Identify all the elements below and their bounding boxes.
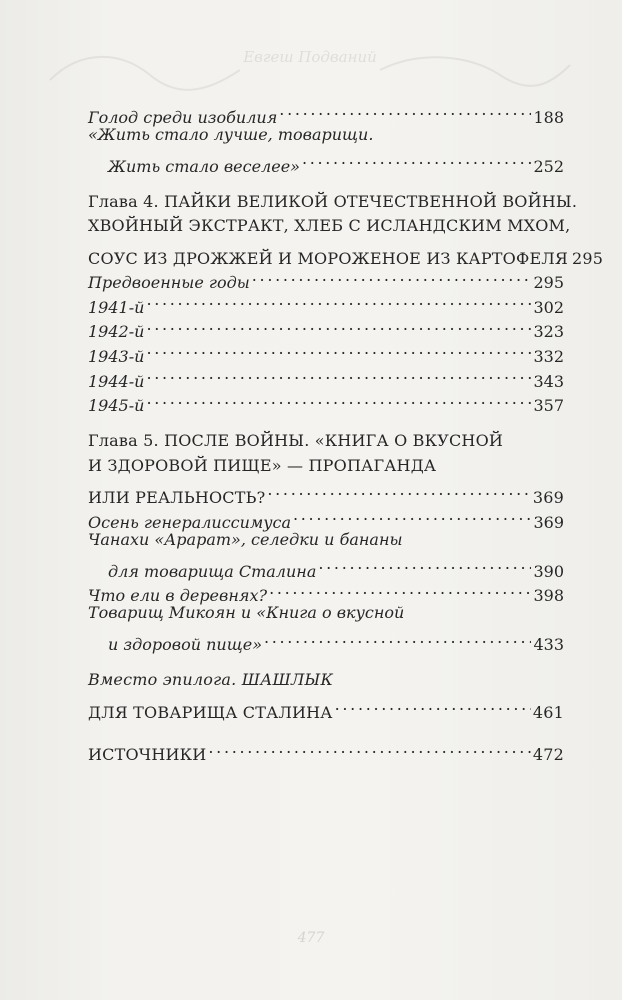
toc-page-number: 188 [533, 107, 564, 127]
leader-dots [293, 503, 531, 528]
toc-entry[interactable] [88, 123, 564, 148]
toc-entry-title: для товарища Сталина [108, 561, 317, 581]
chapter-heading[interactable] [88, 736, 564, 765]
toc-page-number: 461 [532, 702, 564, 722]
bleed-through-page-number: 477 [297, 930, 325, 946]
toc-entry[interactable] [88, 362, 564, 391]
chapter-title: СОУС ИЗ ДРОЖЖЕЙ И МОРОЖЕНОЕ ИЗ КАРТОФЕЛЯ [88, 248, 569, 268]
chapter-heading[interactable] [88, 693, 564, 722]
toc-page-number: 472 [532, 745, 564, 765]
toc-entry-title: и здоровой пище» [108, 635, 262, 655]
leader-dots [146, 313, 531, 338]
toc-entry-title: Голод среди изобилия [88, 107, 278, 127]
toc-entry[interactable] [88, 387, 564, 416]
leader-dots [146, 288, 531, 313]
chapter-title: Глава 4. ПАЙКИ ВЕЛИКОЙ ОТЕЧЕСТВЕННОЙ ВОЙНЫ. [88, 191, 578, 211]
leader-dots [146, 387, 531, 412]
toc-page-number: 369 [532, 487, 564, 507]
chapter-heading[interactable] [88, 668, 564, 693]
chapter-heading[interactable] [88, 454, 564, 479]
chapter-title: ИЛИ РЕАЛЬНОСТЬ? [88, 487, 266, 507]
leader-dots [146, 362, 531, 387]
table-of-contents [88, 98, 604, 765]
toc-page-number: 357 [533, 396, 564, 416]
toc-entry[interactable] [88, 601, 564, 626]
toc-page-number: 295 [572, 248, 604, 268]
leader-dots [146, 337, 531, 362]
leader-dots [302, 147, 532, 172]
toc-page-number: 398 [533, 586, 564, 606]
toc-entry-title: Товарищ Микоян и «Книга о вкусной [88, 603, 405, 623]
toc-entry-title: Чанахи «Арарат», селедки и бананы [88, 529, 403, 549]
toc-entry[interactable] [88, 337, 564, 366]
toc-entry[interactable] [88, 313, 564, 342]
toc-page-number: 295 [533, 273, 564, 293]
leader-dots [267, 478, 530, 503]
toc-page-number: 323 [533, 322, 564, 342]
leader-dots [279, 98, 531, 123]
chapter-heading[interactable] [88, 214, 571, 239]
chapter-title: ХВОЙНЫЙ ЭКСТРАКТ, ХЛЕБ С ИСЛАНДСКИМ МХОМ, [88, 216, 571, 236]
toc-page-number: 302 [533, 297, 564, 317]
toc-entry[interactable] [88, 626, 564, 655]
toc-entry-title: 1942-й [88, 322, 145, 342]
toc-entry[interactable] [88, 98, 564, 127]
toc-entry-title: Предвоенные годы [88, 273, 250, 293]
leader-dots [318, 552, 531, 577]
toc-entry-title: 1945-й [88, 396, 145, 416]
leader-dots [335, 693, 531, 718]
toc-entry-title: Осень генералиссимуса [88, 512, 291, 532]
chapter-title: Вместо эпилога. ШАШЛЫК [88, 670, 334, 690]
toc-entry[interactable] [88, 288, 564, 317]
toc-page-number: 433 [533, 635, 564, 655]
leader-dots [252, 264, 532, 289]
chapter-heading[interactable] [88, 478, 564, 507]
toc-page-number: 390 [533, 561, 564, 581]
toc-entry-title: 1944-й [88, 371, 145, 391]
toc-page-number: 343 [533, 371, 564, 391]
toc-entry-title: Жить стало веселее» [108, 156, 300, 176]
leader-dots [269, 577, 531, 602]
toc-page-number: 252 [533, 156, 564, 176]
bleed-through-header: Евгеш Подваний [243, 48, 377, 66]
toc-entry-title: Что ели в деревнях? [88, 586, 268, 606]
toc-entry-title: 1941-й [88, 297, 145, 317]
chapter-title: ДЛЯ ТОВАРИЩА СТАЛИНА [88, 702, 333, 722]
toc-entry-title: 1943-й [88, 346, 145, 366]
ornament-swirl-icon [40, 40, 580, 100]
chapter-heading[interactable] [88, 239, 604, 268]
leader-dots [264, 626, 531, 651]
leader-dots [208, 736, 530, 761]
toc-page-number: 369 [533, 512, 564, 532]
toc-entry[interactable] [88, 552, 564, 581]
chapter-title: Глава 5. ПОСЛЕ ВОЙНЫ. «КНИГА О ВКУСНОЙ [88, 431, 504, 451]
toc-entry-title: «Жить стало лучше, товарищи. [88, 124, 374, 144]
toc-entry[interactable] [88, 147, 564, 176]
chapter-heading[interactable] [88, 190, 578, 215]
toc-entry[interactable] [88, 528, 564, 553]
chapter-title: И ЗДОРОВОЙ ПИЩЕ» — ПРОПАГАНДА [88, 455, 437, 475]
spacer [88, 411, 564, 429]
toc-page-number: 332 [533, 346, 564, 366]
chapter-heading[interactable] [88, 429, 564, 454]
chapter-title: ИСТОЧНИКИ [88, 745, 207, 765]
